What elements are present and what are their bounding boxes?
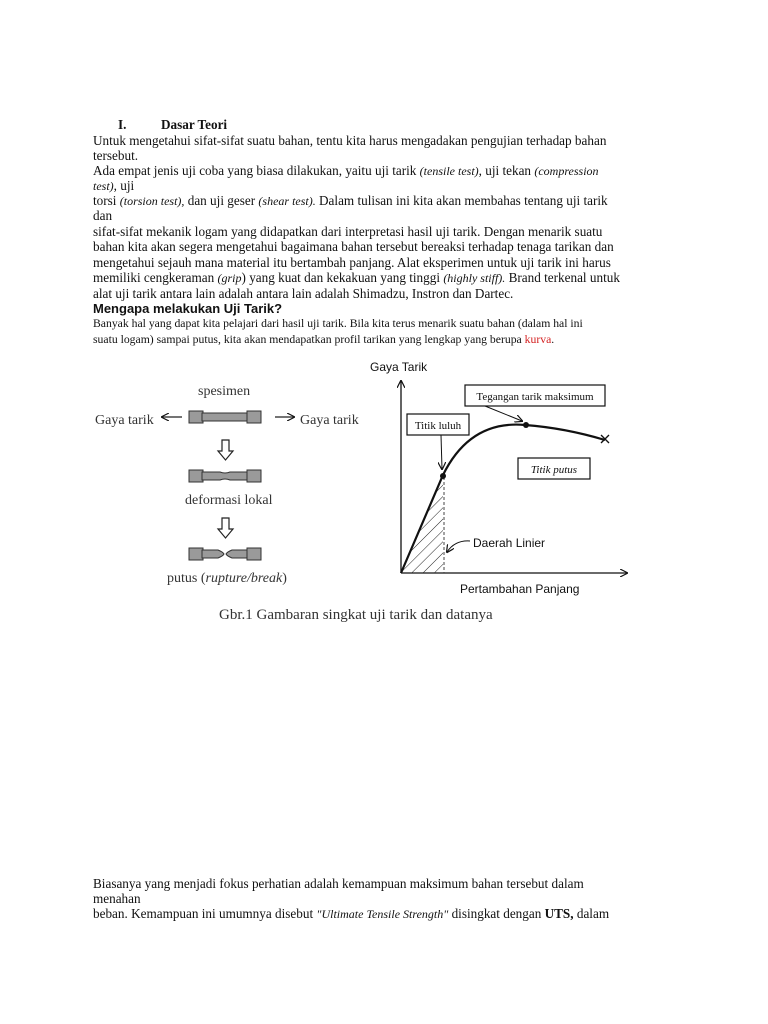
- italic-term: test): [93, 179, 114, 193]
- paragraph-line: [93, 906, 609, 922]
- text-run: suatu logam) sampai putus, kita akan mendapatkan profil tarikan yang lengkap yang berupa: [93, 333, 525, 346]
- specimen-label: spesimen: [198, 384, 251, 399]
- text-run: beban. Kemampuan ini umumnya disebut: [93, 906, 317, 921]
- text-run: disingkat dengan: [448, 906, 545, 921]
- italic-term: "Ultimate Tensile Strength": [316, 907, 449, 921]
- break-label: [167, 571, 287, 586]
- text-run: Brand terkenal untuk: [505, 270, 620, 285]
- paragraph-line: tersebut.: [93, 148, 139, 163]
- deformation-label: deformasi lokal: [185, 493, 273, 508]
- text-run: ): [282, 571, 287, 586]
- yield-point-label: Titik luluh: [414, 420, 462, 432]
- yield-point-pointer: [441, 435, 442, 469]
- broken-specimen-shape: [189, 548, 261, 560]
- text-run: .: [551, 333, 555, 346]
- deformed-specimen-shape: [189, 470, 261, 482]
- italic-term: (compression: [534, 164, 599, 178]
- paragraph-line: mengetahui sejauh mana material itu bertambah panjang. Alat eksperimen untuk uji tarik ini harus: [93, 255, 611, 270]
- max-stress-label: Tegangan tarik maksimum: [476, 391, 594, 403]
- force-label-right: Gaya tarik: [300, 413, 359, 428]
- text-run: dalam: [573, 906, 610, 921]
- linear-region-label: Daerah Linier: [473, 536, 546, 550]
- y-axis-label: Gaya Tarik: [370, 360, 428, 374]
- italic-term: (grip: [217, 271, 242, 285]
- paragraph-line: alat uji tarik antara lain adalah antara lain adalah Shimadzu, Instron dan Dartec.: [93, 286, 514, 301]
- bold-term: UTS,: [544, 906, 574, 921]
- italic-term: rupture/break: [205, 571, 283, 586]
- section-number: I.: [118, 117, 127, 132]
- text-run: dan uji geser: [184, 193, 259, 208]
- italic-term: (tensile test): [419, 164, 479, 178]
- x-axis-label: Pertambahan Panjang: [460, 582, 580, 596]
- yield-point-marker: [440, 473, 446, 479]
- text-run: Dalam tulisan ini kita akan membahas tentang uji tarik: [315, 193, 608, 208]
- text-run: , uji tekan: [478, 163, 535, 178]
- text-run: putus (: [167, 571, 206, 586]
- max-stress-marker: [523, 422, 529, 428]
- italic-term: (highly stiff).: [443, 271, 506, 285]
- paragraph-line: menahan: [93, 891, 141, 906]
- italic-term: (torsion test),: [119, 194, 185, 208]
- text-run: Ada empat jenis uji coba yang biasa dilakukan, yaitu uji tarik: [93, 163, 420, 178]
- force-label-left: Gaya tarik: [95, 413, 154, 428]
- linear-region-pointer: [447, 541, 470, 552]
- text-run: memiliki cengkeraman: [93, 270, 218, 285]
- paragraph-line: sifat-sifat mekanik logam yang didapatkan dari interpretasi hasil uji tarik. Dengan menarik suatu: [93, 224, 603, 239]
- paragraph-line: Untuk mengetahui sifat-sifat suatu bahan, tentu kita harus mengadakan pengujian terhadap bahan: [93, 133, 607, 148]
- text-run: torsi: [93, 193, 120, 208]
- paragraph-line: Banyak hal yang dapat kita pelajari dari hasil uji tarik. Bila kita terus menarik suatu bahan (dalam hal ini: [93, 317, 583, 330]
- break-point-label: Titik putus: [530, 464, 578, 476]
- highlighted-word: kurva: [524, 333, 552, 346]
- specimen-shape: [189, 411, 261, 423]
- down-arrow-icon: [218, 518, 233, 538]
- paragraph-line: Biasanya yang menjadi fokus perhatian adalah kemampuan maksimum bahan tersebut dalam: [93, 876, 584, 891]
- max-stress-pointer: [485, 406, 522, 421]
- down-arrow-icon: [218, 440, 233, 460]
- paragraph-line: bahan kita akan segera mengetahui bagaimana bahan tersebut bereaksi terhadap tenaga tarikan dan: [93, 239, 614, 254]
- figure-caption: Gbr.1 Gambaran singkat uji tarik dan datanya: [219, 607, 493, 623]
- text-run: ) yang kuat dan kekakuan yang tinggi: [241, 270, 444, 285]
- subheading: Mengapa melakukan Uji Tarik?: [93, 301, 283, 316]
- text-run: , uji: [113, 178, 135, 193]
- paragraph-line: dan: [93, 208, 113, 223]
- section-title: Dasar Teori: [161, 117, 228, 132]
- italic-term: (shear test).: [258, 194, 316, 208]
